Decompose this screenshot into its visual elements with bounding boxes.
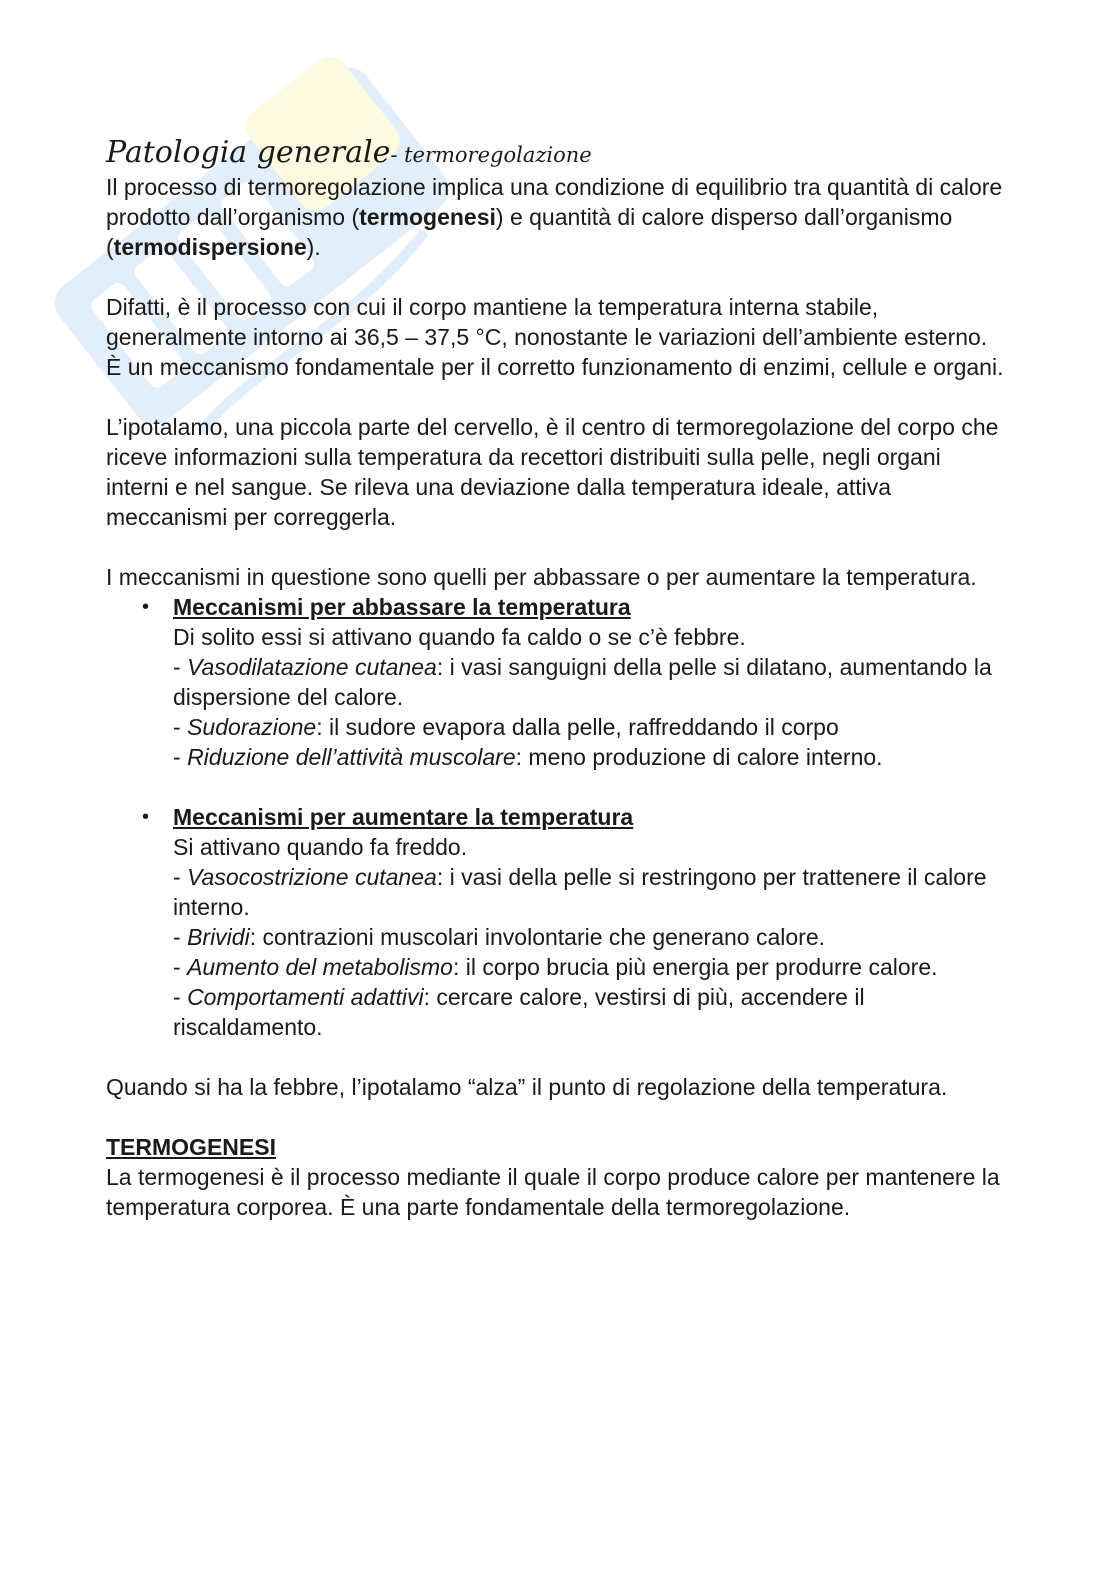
- page-title: [106, 134, 1006, 172]
- list-line: - Aumento del metabolismo: il corpo brucia più energia per produrre calore.: [173, 954, 938, 980]
- term-vasodilatazione: Vasodilatazione cutanea: [187, 654, 437, 680]
- list-heading-raise: Meccanismi per aumentare la temperatura: [173, 804, 634, 830]
- term-vasocostrizione: Vasocostrizione cutanea: [187, 864, 437, 890]
- list-line: - Riduzione dell’attività muscolare: meno produzione di calore interno.: [173, 744, 883, 770]
- list-line: - Vasodilatazione cutanea: i vasi sanguigni della pelle si dilatano, aumentando la dispersione del calore.: [173, 654, 992, 710]
- term-termogenesi: termogenesi: [359, 204, 496, 230]
- list-line: - Vasocostrizione cutanea: i vasi della pelle si restringono per trattenere il calore interno.: [173, 864, 987, 920]
- term-brividi: Brividi: [187, 924, 250, 950]
- intro-text-2: ) e quantità di calore disperso dall’organismo (: [106, 204, 953, 260]
- term-termodispersione: termodispersione: [113, 234, 307, 260]
- intro-text-3: ).: [306, 234, 321, 260]
- list-item: [142, 592, 1006, 772]
- paragraph-hypothalamus: L’ipotalamo, una piccola parte del cervello, è il centro di termoregolazione del corpo che riceve informazioni sulla temperatura da recettori distribuiti sulla pelle, negli organi interni e nel sangue. Se rileva una deviazione dalla temperatura ideale, attiva meccanismi per correggerla.: [106, 414, 999, 530]
- list-raise-temperature: [106, 802, 1006, 1042]
- title-subtitle: - termoregolazione: [390, 143, 592, 167]
- term-comportamenti-adattivi: Comportamenti adattivi: [187, 984, 424, 1010]
- list-line: - Comportamenti adattivi: cercare calore, vestirsi di più, accendere il riscaldamento.: [173, 984, 865, 1040]
- list-heading-lower: Meccanismi per abbassare la temperatura: [173, 594, 631, 620]
- intro-text-1: Il processo di termoregolazione implica una condizione di equilibrio tra quantità di calore prodotto dall’organismo (: [106, 174, 1003, 230]
- paragraph-termogenesi: La termogenesi è il processo mediante il quale il corpo produce calore per mantenere la temperatura corporea. È una parte fondamentale della termoregolazione.: [106, 1164, 1000, 1220]
- paragraph-definition: Difatti, è il processo con cui il corpo mantiene la temperatura interna stabile, generalmente intorno ai 36,5 – 37,5 °C, nonostante le variazioni dell’ambiente esterno. È un meccanismo fondamentale per il corretto funzionamento di enzimi, cellule e organi.: [106, 294, 1004, 380]
- document-page: [106, 134, 1006, 1222]
- title-main: Patologia generale: [106, 135, 391, 170]
- list-line: Di solito essi si attivano quando fa caldo o se c’è febbre.: [173, 624, 746, 650]
- list-item: [142, 802, 1006, 1042]
- paragraph-fever: Quando si ha la febbre, l’ipotalamo “alza” il punto di regolazione della temperatura.: [106, 1074, 948, 1100]
- section-heading-termogenesi: TERMOGENESI: [106, 1134, 276, 1160]
- list-line: - Brividi: contrazioni muscolari involontarie che generano calore.: [173, 924, 826, 950]
- bullet-icon: •: [142, 806, 150, 828]
- list-lower-temperature: [106, 592, 1006, 772]
- paragraph-mechanisms: I meccanismi in questione sono quelli per abbassare o per aumentare la temperatura.: [106, 564, 977, 590]
- term-aumento-metabolismo: Aumento del metabolismo: [187, 954, 453, 980]
- term-riduzione-attivita: Riduzione dell’attività muscolare: [187, 744, 516, 770]
- term-sudorazione: Sudorazione: [187, 714, 317, 740]
- intro-paragraph: [106, 172, 1006, 262]
- list-line: Si attivano quando fa freddo.: [173, 834, 468, 860]
- list-line: - Sudorazione: il sudore evapora dalla pelle, raffreddando il corpo: [173, 714, 839, 740]
- bullet-icon: •: [142, 596, 150, 618]
